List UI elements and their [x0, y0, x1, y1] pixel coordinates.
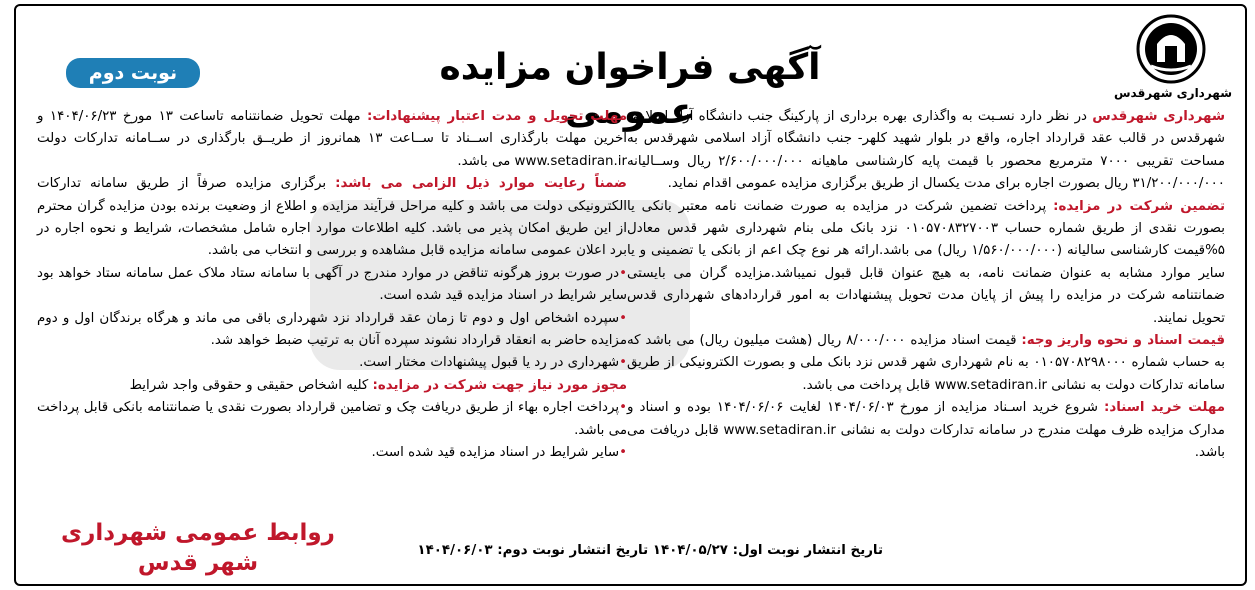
purchase-text: شروع خرید اسـناد مزایده از مورخ ۱۴۰۴/۰۶/۰۳ لغایت ۱۴۰۴/۰۶/۰۶ بوده و اسناد و مدارک مزایده ظرف مهلت مندرج در سامانه تدارکات دولت به نشانی www.setadiran.ir قابل دریافت می باشد.: [627, 400, 1225, 461]
purchase-paragraph: [627, 397, 1225, 464]
bullet-item: [37, 352, 627, 374]
bullet-item: [37, 442, 627, 464]
bullet-icon: •: [619, 265, 627, 281]
bullet-text: سپرده اشخاص اول و دوم تا زمان عقد قرارداد نزد شهرداری باقی می ماند و هرگاه برندگان اول و دوم مزایده حاضر به انعقاد قرارداد نشوند سپرده آنان به ترتیب ضبط خواهد شد.: [37, 310, 627, 349]
ad-title: آگهی فراخوان مزایده عمومی: [439, 47, 821, 132]
bullet-text: در صورت بروز هرگونه تناقض در موارد مندرج در آگهی با سامانه ستاد ملاک عمل سامانه ستاد خواهد بود سایر شرایط در اسناد مزایده قید شده است.: [37, 265, 627, 304]
bullet-icon: •: [619, 355, 627, 371]
permit-text: کلیه اشخاص حقیقی و حقوقی واجد شرایط: [129, 377, 373, 393]
deadline-text: مهلت تحویل ضمانتنامه تاساعت ۱۳ مورخ ۱۴۰۴/۰۶/۲۳ و آخرین مهلت بارگذاری اســناد تا ســاعت ۱۳ همانروز از طریــق بارگذاری در ســامانه تدارکات دولت www.setadiran.ir می باشد.: [37, 109, 627, 169]
purchase-heading: مهلت خرید اسناد:: [1104, 400, 1225, 416]
intro-heading: شهرداری شهرقدس: [1092, 109, 1225, 124]
guarantee-text: پرداخت تضمین شرکت در مزایده به صورت ضمانت نامه معتبر بانکی یا بصورت نقدی از طریق شماره حساب ۰۱۰۵۷۰۸۳۲۷۰۰۳ نزد بانک ملی بنام شهرداری شهر قدس معادل ۵%قیمت کارشناسی سالیانه (۱/۵۶۰/۰۰۰/۰۰۰ ریال) می باشد.ارائه هر نوع چک اعم از بانکی یا تضمینی و یا سایر موارد مشابه به عنوان ضمانت نامه، به هیچ عنوان قابل قبول نمیباشد.مزایده گران می بایستی ضمانتنامه شرکت در مزایده را پیش از پایان مدت تحویل پیشنهادات به امور قراردادهای شهرداری قدس تحویل نمایند.: [627, 198, 1225, 326]
bullet-icon: •: [619, 445, 627, 461]
bullet-icon: •: [619, 310, 627, 326]
deadline-heading: مهلت تحویل و مدت اعتبار پیشنهادات:: [366, 109, 627, 124]
right-column: [627, 106, 1225, 465]
signature: روابط عمومی شهرداری شهر قدس: [61, 520, 335, 576]
bullet-text: پرداخت اجاره بهاء از طریق دریافت چک و تضامین قرارداد بصورت نقدی یا ضمانتنامه بانکی قابل پرداخت می باشد.: [37, 400, 627, 438]
notice-text: برگزاری مزایده صرفاً از طریق سامانه تدارکات الکترونیکی دولت می باشد و کلیه مراحل فرآیند مزایده و اطلاع از وضعیت برنده بودن مزایده گران محترم از این طریق امکان پذیر می باشد. کلیه اطلاعات موارد اجاره شامل مشخصات، شرایط و نحوه اجاره در برد اعلان عمومی سامانه مزایده قابل مشاهده و بررسی و انتخاب می باشد.: [37, 176, 627, 259]
permit-paragraph: [37, 375, 627, 397]
guarantee-heading: تضمین شرکت در مزایده:: [1053, 198, 1225, 214]
logo-caption: شهرداری شهرقدس: [1113, 86, 1233, 100]
permit-heading: مجوز مورد نیاز جهت شرکت در مزایده:: [372, 377, 627, 393]
intro-paragraph: [627, 106, 1225, 196]
left-column: [37, 106, 627, 465]
bullet-text: شهرداری در رد یا قبول پیشنهادات مختار است.: [359, 355, 620, 371]
bullet-text: سایر شرایط در اسناد مزایده قید شده است.: [371, 445, 620, 461]
bullet-item: [37, 308, 627, 353]
round-badge: نوبت دوم: [66, 58, 200, 88]
bullet-item: [37, 397, 627, 442]
notice-heading: ضمناً رعایت موارد ذیل الزامی می باشد:: [335, 176, 627, 192]
bullet-icon: •: [619, 400, 627, 416]
price-heading: قیمت اسناد و نحوه واریز وجه:: [1021, 333, 1225, 349]
guarantee-paragraph: [627, 196, 1225, 330]
notice-paragraph: [37, 173, 627, 263]
publication-dates: تاریخ انتشار نوبت اول: ۱۴۰۴/۰۵/۲۷ تاریخ انتشار نوبت دوم: ۱۴۰۴/۰۶/۰۳: [417, 543, 883, 558]
deadline-paragraph: [37, 106, 627, 173]
bullet-item: [37, 263, 627, 308]
price-text: قیمت اسناد مزایده ۸/۰۰۰/۰۰۰ ریال (هشت میلیون ریال) می باشد که به حساب شماره ۰۱۰۵۷۰۸۲۹۸۰۰۰ به نام شهرداری شهر قدس نزد بانک ملی و بصورت الکترونیکی از طریق سامانه تدارکات دولت به نشانی www.setadiran.ir قابل پرداخت می باشد.: [627, 333, 1225, 393]
municipality-emblem-icon: [1127, 14, 1215, 84]
price-paragraph: [627, 330, 1225, 397]
intro-text: در نظر دارد نسـبت به واگذاری بهره برداری از پارکینگ جنب دانشگاه آزاد اسلامی شهرقدس در قالب عقد قرارداد اجاره، واقع در بلوار شهید کلهر- جنب دانشگاه آزاد اسلامی شهرقدس به مساحت تقریبی ۷۰۰۰ مترمربع محصور با قیمت پایه کارشناسی ماهیانه ۲/۶۰۰/۰۰۰/۰۰۰ ریال وســالیانه ۳۱/۲۰۰/۰۰۰/۰۰۰ ریال بصورت اجاره برای مدت یکسال از طریق برگزاری مزایده عمومی اقدام نماید.: [627, 109, 1225, 192]
